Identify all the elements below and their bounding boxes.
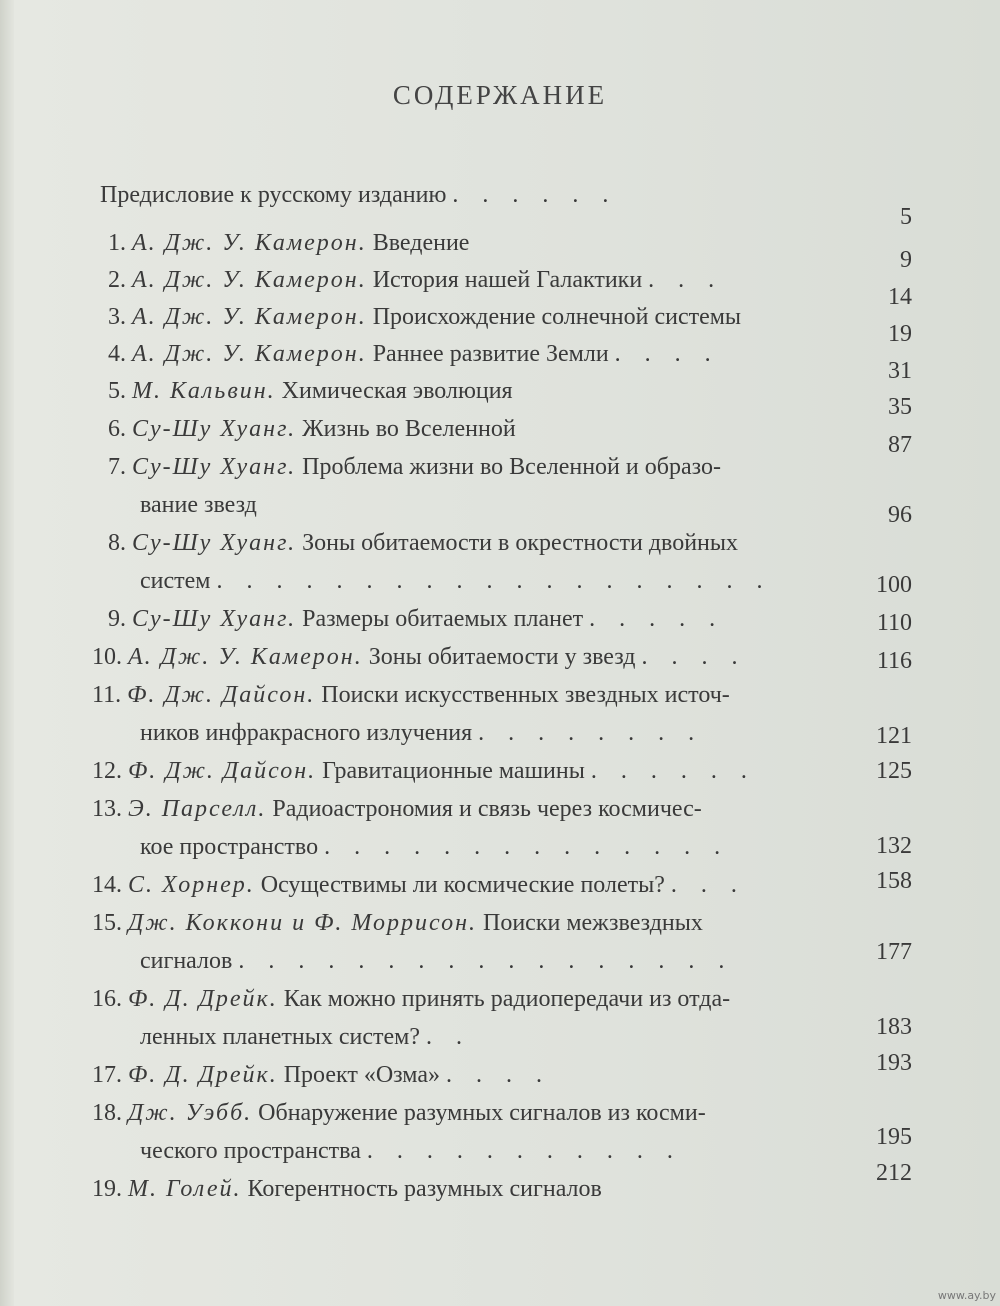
contents-title: СОДЕРЖАНИЕ (392, 80, 608, 110)
entry-author: А. Дж. У. Камерон. (128, 644, 363, 670)
toc-entry (108, 302, 741, 332)
toc-entry-continuation (140, 718, 703, 748)
entry-number: 15. (92, 910, 122, 936)
entry-title: Размеры обитаемых планет (302, 606, 584, 632)
entry-dots: . . . . . . (590, 758, 756, 784)
toc-entry (108, 604, 724, 634)
entry-number: 6. (108, 416, 126, 442)
entry-number: 17. (92, 1062, 122, 1088)
entry-title: Жизнь во Вселенной (302, 416, 516, 442)
page-number: 110 (876, 610, 912, 636)
preface-dots: . . . . . . (452, 182, 618, 208)
entry-title-continuation: ников инфракрасного излучения (140, 720, 473, 746)
toc-entry-continuation (140, 566, 771, 596)
toc-entry (92, 908, 703, 938)
entry-number: 14. (92, 872, 122, 898)
entry-number: 12. (92, 758, 122, 784)
entry-number: 2. (108, 267, 126, 293)
entry-author: Дж. Коккони и Ф. Моррисон. (128, 910, 477, 936)
entry-title: Проект «Озма» (283, 1062, 440, 1088)
entry-author: Ф. Дж. Дайсон. (128, 758, 317, 784)
page-number: 100 (876, 572, 912, 598)
entry-author: Су-Шу Хуанг. (132, 606, 297, 632)
entry-author: Э. Парселл. (128, 796, 267, 822)
page-number: 19 (888, 321, 912, 347)
toc-entry-continuation (140, 490, 257, 520)
page-number: 183 (876, 1014, 912, 1040)
entry-number: 18. (92, 1100, 122, 1126)
entry-author: А. Дж. У. Камерон. (132, 230, 367, 256)
entry-title: Радиоастрономия и связь через космичес- (272, 796, 702, 822)
toc-entry (92, 680, 730, 710)
toc-entry-continuation (140, 832, 729, 862)
watermark: www.ay.by (937, 1289, 996, 1302)
entry-number: 5. (108, 378, 126, 404)
entry-dots: . . . . . . . . (478, 720, 704, 746)
toc-entry-continuation (140, 1022, 471, 1052)
page-number: 158 (876, 868, 912, 894)
entry-dots: . . . . . . . . . . . . . . (324, 834, 730, 860)
entry-author: А. Дж. У. Камерон. (132, 341, 367, 367)
entry-title: Поиски межзвездных (482, 910, 703, 936)
entry-title-continuation: сигналов (140, 948, 233, 974)
entry-title: Происхождение солнечной системы (372, 304, 742, 330)
toc-entry (108, 265, 723, 295)
page-number: 195 (876, 1124, 912, 1150)
entry-title: Зоны обитаемости в окрестности двойных (302, 530, 739, 556)
entry-title-continuation: вание звезд (140, 492, 257, 518)
entry-dots: . . (426, 1024, 471, 1050)
page-number: 125 (876, 758, 912, 784)
entry-title: Когерентность разумных сигналов (247, 1176, 602, 1202)
entry-author: Дж. Уэбб. (128, 1100, 253, 1126)
entry-number: 19. (92, 1176, 122, 1202)
entry-number: 7. (108, 454, 126, 480)
entry-title: Поиски искусственных звездных источ- (321, 682, 730, 708)
page-number: 5 (900, 204, 912, 230)
page-number: 96 (888, 502, 912, 528)
entry-title-continuation: ческого пространства (140, 1138, 361, 1164)
entry-author: А. Дж. У. Камерон. (132, 267, 367, 293)
entry-dots: . . . . . . . . . . . . . . . . . (238, 948, 734, 974)
entry-dots: . . . . (641, 644, 747, 670)
toc-entry (108, 452, 721, 482)
entry-author: С. Хорнер. (128, 872, 255, 898)
page-number: 193 (876, 1050, 912, 1076)
entry-dots: . . . . . . . . . . . (366, 1138, 682, 1164)
page-number: 31 (888, 358, 912, 384)
entry-title: Как можно принять радиопередачи из отда- (283, 986, 731, 1012)
entry-number: 16. (92, 986, 122, 1012)
page-number: 35 (888, 394, 912, 420)
entry-title-continuation: ленных планетных систем? (140, 1024, 420, 1050)
entry-dots: . . . . (614, 341, 720, 367)
toc-entry (92, 1060, 551, 1090)
entry-number: 11. (92, 682, 122, 708)
page-number: 121 (876, 723, 912, 749)
toc-entry (92, 756, 756, 786)
entry-author: Ф. Дж. Дайсон. (127, 682, 316, 708)
page-number: 177 (876, 939, 912, 965)
page-number: 212 (876, 1160, 912, 1186)
toc-entry (108, 339, 720, 369)
entry-title: Осуществимы ли космические полеты? (260, 872, 665, 898)
entry-number: 8. (108, 530, 126, 556)
toc-entry (92, 1098, 706, 1128)
entry-title: Введение (372, 230, 470, 256)
entry-title: Проблема жизни во Вселенной и образо- (302, 454, 721, 480)
entry-dots: . . . . (445, 1062, 551, 1088)
entry-author: А. Дж. У. Камерон. (132, 304, 367, 330)
entry-author: Су-Шу Хуанг. (132, 530, 297, 556)
entry-author: Су-Шу Хуанг. (132, 416, 297, 442)
entry-title: Гравитационные машины (322, 758, 585, 784)
toc-entry (92, 794, 702, 824)
toc-entry (92, 984, 730, 1014)
toc-entry (108, 528, 738, 558)
entry-author: М. Голей. (128, 1176, 242, 1202)
entry-author: Ф. Д. Дрейк. (128, 1062, 278, 1088)
entry-title: Обнаружение разумных сигналов из косми- (258, 1100, 706, 1126)
entry-dots: . . . . . (589, 606, 725, 632)
page-edge (0, 0, 14, 1306)
entry-number: 10. (92, 644, 122, 670)
toc-entry-continuation (140, 1136, 682, 1166)
toc-entry (108, 376, 513, 406)
toc-entry (108, 414, 516, 444)
preface-line (100, 180, 617, 210)
page-number: 87 (888, 432, 912, 458)
entry-number: 4. (108, 341, 126, 367)
entry-number: 13. (92, 796, 122, 822)
preface-text: Предисловие к русскому изданию (100, 182, 447, 208)
entry-title: Раннее развитие Земли (372, 341, 609, 367)
entry-author: Ф. Д. Дрейк. (128, 986, 278, 1012)
entry-title: История нашей Галактики (372, 267, 643, 293)
entry-number: 3. (108, 304, 126, 330)
toc-entry (108, 228, 469, 258)
entry-dots: . . . (670, 872, 746, 898)
entry-number: 9. (108, 606, 126, 632)
toc-entry (92, 642, 746, 672)
entry-dots: . . . (648, 267, 724, 293)
entry-title-continuation: систем (140, 568, 211, 594)
entry-author: Су-Шу Хуанг. (132, 454, 297, 480)
page-number: 132 (876, 833, 912, 859)
page-number: 9 (900, 247, 912, 273)
entry-title-continuation: кое пространство (140, 834, 319, 860)
entry-dots: . . . . . . . . . . . . . . . . . . . (216, 568, 772, 594)
entry-number: 1. (108, 230, 126, 256)
entry-title: Зоны обитаемости у звезд (368, 644, 636, 670)
toc-entry (92, 870, 746, 900)
page-number: 14 (888, 284, 912, 310)
entry-title: Химическая эволюция (281, 378, 513, 404)
page-number: 116 (876, 648, 912, 674)
toc-entry-continuation (140, 946, 733, 976)
toc-entry (92, 1174, 602, 1204)
entry-author: М. Кальвин. (132, 378, 276, 404)
